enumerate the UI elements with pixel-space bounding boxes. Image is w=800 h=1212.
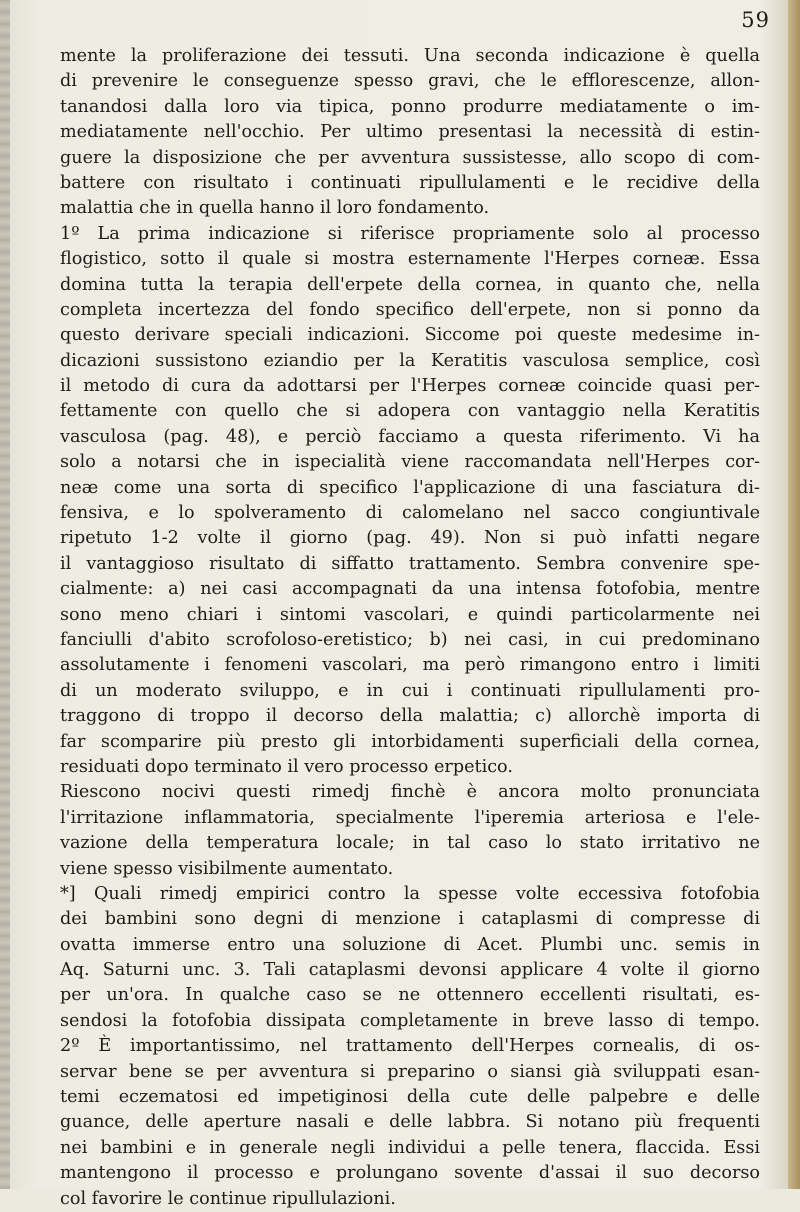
text-line: fanciulli d'abito scrofoloso-eretistico; b) nei casi, in cui predominano bbox=[60, 629, 760, 650]
text-line: fettamente con quello che si adopera con vantaggio nella Keratitis bbox=[60, 401, 760, 422]
text-line: domina tutta la terapia dell'erpete della cornea, in quanto che, nella bbox=[60, 274, 760, 295]
footnote-paragraph bbox=[60, 882, 760, 1212]
text-line: per un'ora. In qualche caso se ne ottennero eccellenti risultati, es- bbox=[60, 985, 760, 1006]
text-line: cialmente: a) nei casi accompagnati da una intensa fotofobia, mentre bbox=[60, 579, 760, 600]
text-line: neæ come una sorta di specifico l'applicazione di una fasciatura di- bbox=[60, 477, 760, 498]
text-line: fensiva, e lo spolveramento di calomelano nel sacco congiuntivale bbox=[60, 503, 760, 524]
text-line: ovatta immerse entro una soluzione di Acet. Plumbi unc. semis in bbox=[60, 934, 760, 955]
paragraph bbox=[60, 780, 760, 882]
text-line: battere con risultato i continuati ripullulamenti e le recidive della bbox=[60, 172, 760, 193]
text-line: col favorire le continue ripullulazioni. bbox=[60, 1188, 396, 1209]
page-number: 59 bbox=[741, 8, 770, 32]
text-line: guere la disposizione che per avventura sussistesse, allo scopo di com- bbox=[60, 147, 760, 168]
text-line: mente la proliferazione dei tessuti. Una seconda indicazione è quella bbox=[60, 46, 760, 66]
text-line: *] Quali rimedj empirici contro la spesse volte eccessiva fotofobia bbox=[60, 883, 760, 904]
text-line: completa incertezza del fondo specifico dell'erpete, non si ponno da bbox=[60, 299, 760, 320]
text-line: temi eczematosi ed impetiginosi della cute delle palpebre e delle bbox=[60, 1087, 760, 1108]
text-line: dicazioni sussistono eziandio per la Keratitis vasculosa semplice, così bbox=[60, 350, 760, 371]
text-line: vazione della temperatura locale; in tal caso lo stato irritativo ne bbox=[60, 833, 760, 854]
text-line: tanandosi dalla loro via tipica, ponno produrre mediatamente o im- bbox=[60, 96, 760, 117]
text-line: sono meno chiari i sintomi vascolari, e quindi particolarmente nei bbox=[60, 604, 760, 625]
text-line: Aq. Saturni unc. 3. Tali cataplasmi devonsi applicare 4 volte il giorno bbox=[60, 960, 760, 981]
text-line: solo a notarsi che in ispecialità viene raccomandata nell'Herpes cor- bbox=[60, 452, 760, 473]
page-right-edge bbox=[788, 0, 800, 1189]
text-line: 1º La prima indicazione si riferisce propriamente solo al processo bbox=[60, 223, 760, 244]
paragraph bbox=[60, 44, 760, 222]
text-line: assolutamente i fenomeni vascolari, ma però rimangono entro i limiti bbox=[60, 655, 760, 676]
text-line: guance, delle aperture nasali e delle labbra. Si notano più frequenti bbox=[60, 1112, 760, 1133]
text-line: l'irritazione inflammatoria, specialmente l'iperemia arteriosa e l'ele- bbox=[60, 807, 760, 828]
text-line: mantengono il processo e prolungano sovente d'assai il suo decorso bbox=[60, 1163, 760, 1184]
body-text bbox=[60, 44, 760, 1212]
text-line: il metodo di cura da adottarsi per l'Herpes corneæ coincide quasi per- bbox=[60, 376, 760, 397]
text-line: far scomparire più presto gli intorbidamenti superficiali della cornea, bbox=[60, 731, 760, 752]
text-line: dei bambini sono degni di menzione i cataplasmi di compresse di bbox=[60, 909, 760, 930]
text-line: mediatamente nell'occhio. Per ultimo presentasi la necessità di estin- bbox=[60, 122, 760, 143]
text-line: nei bambini e in generale negli individui a pelle tenera, flaccida. Essi bbox=[60, 1137, 760, 1158]
page-left-edge bbox=[0, 0, 10, 1189]
text-line: di un moderato sviluppo, e in cui i continuati ripullulamenti pro- bbox=[60, 680, 760, 701]
text-line: Riescono nocivi questi rimedj finchè è ancora molto pronunciata bbox=[60, 782, 760, 803]
text-line: traggono di troppo il decorso della malattia; c) allorchè importa di bbox=[60, 706, 760, 727]
paragraph bbox=[60, 222, 760, 781]
text-line: viene spesso visibilmente aumentato. bbox=[60, 858, 394, 879]
text-line: questo derivare speciali indicazioni. Siccome poi queste medesime in- bbox=[60, 325, 760, 346]
text-line: flogistico, sotto il quale si mostra esternamente l'Herpes corneæ. Essa bbox=[60, 249, 760, 270]
text-line: residuati dopo terminato il vero processo erpetico. bbox=[60, 756, 513, 777]
text-line: servar bene se per avventura si preparino o siansi già sviluppati esan- bbox=[60, 1061, 760, 1082]
text-line: malattia che in quella hanno il loro fondamento. bbox=[60, 198, 490, 219]
text-line: ripetuto 1-2 volte il giorno (pag. 49). Non si può infatti negare bbox=[60, 528, 760, 549]
text-line: sendosi la fotofobia dissipata completamente in breve lasso di tempo. bbox=[60, 1010, 760, 1031]
text-line: di prevenire le conseguenze spesso gravi, che le efflorescenze, allon- bbox=[60, 71, 760, 92]
text-line: 2º È importantissimo, nel trattamento dell'Herpes cornealis, di os- bbox=[60, 1036, 760, 1057]
text-line: vasculosa (pag. 48), e perciò facciamo a questa riferimento. Vi ha bbox=[60, 426, 760, 447]
text-line: il vantaggioso risultato di siffatto trattamento. Sembra convenire spe- bbox=[60, 553, 760, 574]
